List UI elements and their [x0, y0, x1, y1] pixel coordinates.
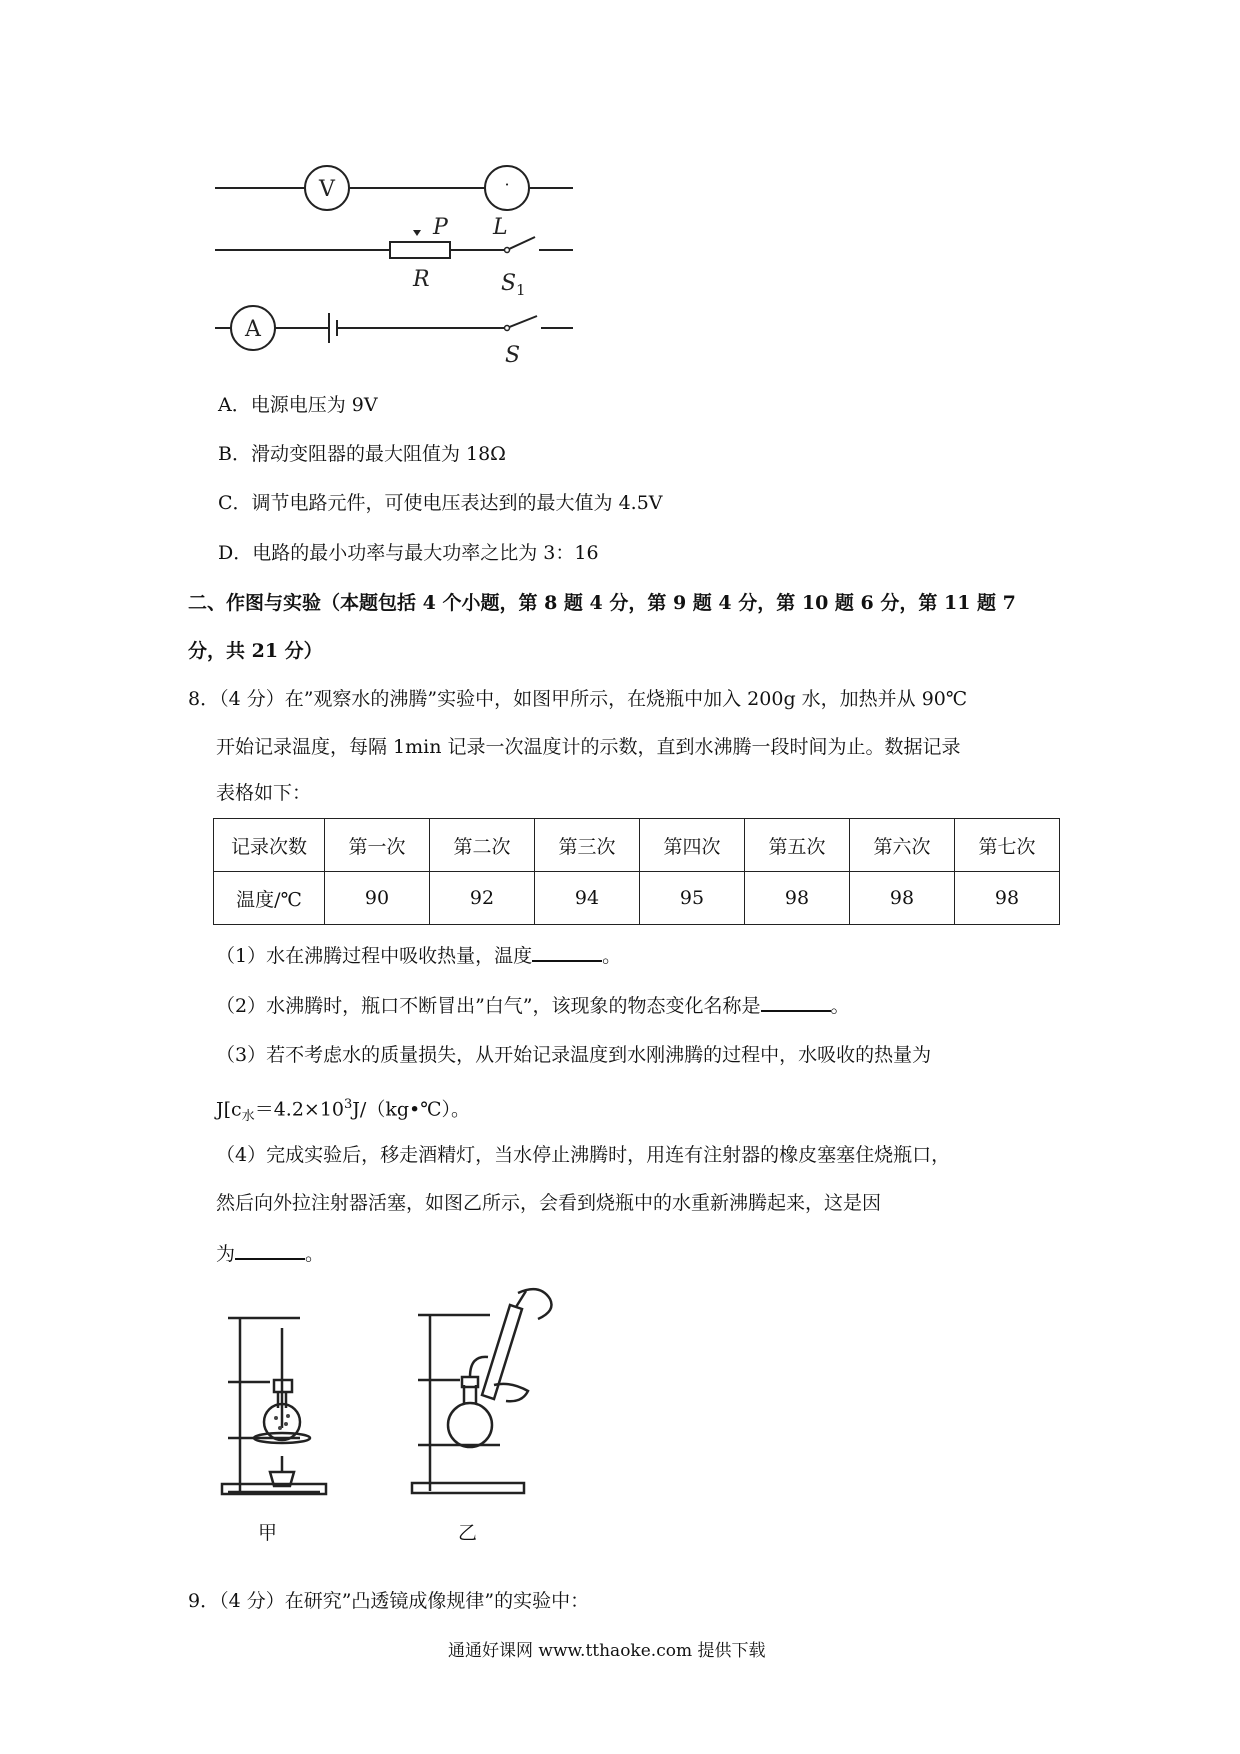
slider-label: P [433, 215, 448, 240]
option-d: D．电路的最小功率与最大功率之比为 3：16 [218, 542, 599, 564]
option-c: C．调节电路元件，可使电压表达到的最大值为 4.5V [218, 492, 663, 514]
answer-blank[interactable] [761, 992, 831, 1012]
lamp-dot: · [504, 175, 510, 194]
table-cell: 第二次 [430, 819, 535, 872]
voltmeter-label: V [319, 177, 335, 202]
q8-sub3-line2 [216, 1092, 470, 1130]
figure-yi-caption: 乙 [458, 1522, 478, 1544]
switch1-subscript: 1 [516, 281, 526, 299]
option-b: B．滑动变阻器的最大阻值为 18Ω [218, 443, 506, 465]
answer-blank[interactable] [532, 942, 602, 962]
q8-sub4-line1: （4）完成实验后，移走酒精灯，当水停止沸腾时，用连有注射器的橡皮塞塞住烧瓶口， [216, 1144, 951, 1166]
q8-sub3-text-c: J/（kg•℃）。 [352, 1098, 470, 1121]
table-cell: 92 [430, 872, 535, 925]
figure-jia-illustration [220, 1310, 330, 1500]
q8-sub4-line3 [216, 1240, 324, 1267]
table-cell: 第三次 [535, 819, 640, 872]
table-cell: 第六次 [850, 819, 955, 872]
q8-sub4-text: 为 [216, 1243, 236, 1265]
ammeter-label: A [245, 317, 261, 342]
page-footer: 通通好课网 www.tthaoke.com 提供下载 [448, 1641, 766, 1661]
q8-sub2 [216, 992, 850, 1019]
slider-pointer [413, 230, 421, 236]
table-cell: 90 [325, 872, 430, 925]
table-cell: 第七次 [955, 819, 1060, 872]
q8-sub3-superscript: 3 [344, 1097, 353, 1112]
q8-sub3-text-b: ＝4.2×10 [254, 1098, 345, 1121]
switch1-label: S [501, 271, 517, 296]
table-cell: 95 [640, 872, 745, 925]
q8-line1: 8．（4 分）在”观察水的沸腾”实验中，如图甲所示，在烧瓶中加入 200g 水，加热并从 90℃ [188, 688, 968, 710]
table-cell: 记录次数 [214, 819, 325, 872]
switch-label: S [505, 343, 521, 368]
figure-yi-illustration [410, 1285, 570, 1500]
q8-sub2-end: 。 [830, 995, 850, 1017]
table-header-row [214, 819, 1060, 872]
table-cell: 第四次 [640, 819, 745, 872]
table-cell: 第一次 [325, 819, 430, 872]
table-row [214, 872, 1060, 925]
q8-sub2-text: （2）水沸腾时，瓶口不断冒出”白气”，该现象的物态变化名称是 [216, 995, 761, 1017]
q8-sub4-line2: 然后向外拉注射器活塞，如图乙所示，会看到烧瓶中的水重新沸腾起来，这是因 [216, 1192, 882, 1214]
resistor-symbol [390, 242, 450, 258]
option-a: A．电源电压为 9V [218, 394, 378, 416]
table-cell: 第五次 [745, 819, 850, 872]
section-title-line2: 分，共 21 分） [188, 640, 323, 662]
lamp-label: L [493, 215, 508, 240]
q8-line3: 表格如下： [216, 782, 312, 804]
q8-sub1 [216, 942, 621, 969]
table-cell: 94 [535, 872, 640, 925]
q8-sub1-end: 。 [602, 945, 622, 967]
section-title-line1: 二、作图与实验（本题包括 4 个小题，第 8 题 4 分，第 9 题 4 分，第 10 题 6 分，第 11 题 7 [188, 592, 1016, 614]
answer-blank[interactable] [235, 1240, 305, 1260]
q8-sub1-text: （1）水在沸腾过程中吸收热量，温度 [216, 945, 533, 967]
table-cell: 98 [955, 872, 1060, 925]
resistor-label: R [413, 267, 430, 292]
table-cell: 98 [850, 872, 955, 925]
temperature-table [213, 818, 1060, 925]
table-cell: 98 [745, 872, 850, 925]
q9-line1: 9．（4 分）在研究”凸透镜成像规律”的实验中： [188, 1590, 590, 1612]
circuit-diagram [215, 150, 575, 370]
figure-jia-caption: 甲 [258, 1522, 278, 1544]
q8-sub3-text-a: J[c [216, 1098, 242, 1121]
q8-sub3-line1: （3）若不考虑水的质量损失，从开始记录温度到水刚沸腾的过程中，水吸收的热量为 [216, 1044, 932, 1066]
q8-line2: 开始记录温度，每隔 1min 记录一次温度计的示数，直到水沸腾一段时间为止。数据记录 [216, 736, 961, 758]
q8-sub4-end: 。 [305, 1243, 325, 1265]
q8-sub3-subscript: 水 [241, 1109, 255, 1125]
table-cell: 温度/℃ [214, 872, 325, 925]
